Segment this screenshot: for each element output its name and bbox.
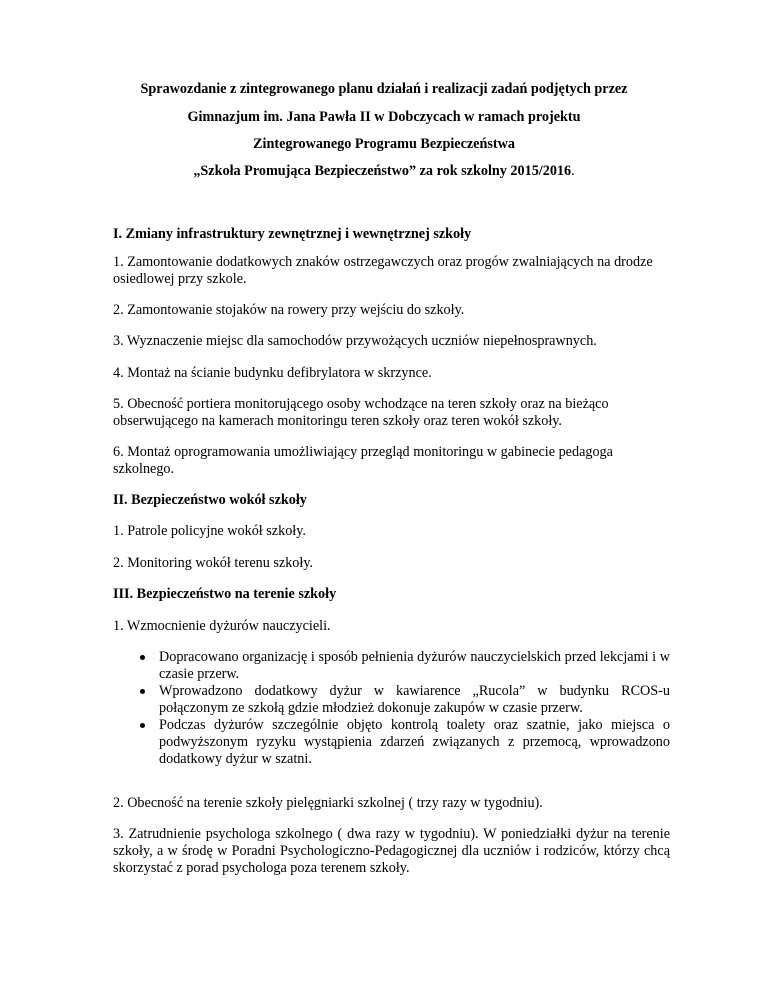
section-2-heading: II. Bezpieczeństwo wokół szkoły — [113, 492, 307, 508]
section-3-heading: III. Bezpieczeństwo na terenie szkoły — [113, 586, 337, 602]
title-line-4-text: „Szkoła Promująca Bezpieczeństwo” za rok szkolny 2015/2016 — [193, 163, 572, 179]
bullet-text: Wprowadzono dodatkowy dyżur w kawiarence „Rucola” w budynku RCOS-u połączonym ze szkołą gdzie młodzież dokonuje zakupów w czasie przerw. — [159, 683, 670, 716]
section-3-item-3: 3. Zatrudnienie psychologa szkolnego ( dwa razy w tygodniu). W poniedziałki dyżur na terenie szkoły, a w środę w Poradni Psychologiczno-Pedagogicznej dla uczniów i rodziców, którzy chcą skorzystać z porad psychologa poza terenem szkoły. — [113, 826, 670, 876]
bullet-item — [140, 717, 670, 768]
title-line-4-period: . — [571, 163, 575, 179]
bullet-text: Dopracowano organizację i sposób pełnienia dyżurów nauczycielskich przed lekcjami i w czasie przerw. — [159, 649, 670, 682]
section-3-item-2: 2. Obecność na terenie szkoły pielęgniarki szkolnej ( trzy razy w tygodniu). — [113, 795, 543, 811]
section-1-item-5: 5. Obecność portiera monitorującego osoby wchodzące na teren szkoły oraz na bieżąco obserwującego na kamerach monitoringu teren szkoły oraz teren wokół szkoły. — [113, 396, 609, 429]
section-2-item-2: 2. Monitoring wokół terenu szkoły. — [113, 555, 314, 571]
section-1-item-6: 6. Montaż oprogramowania umożliwiający przegląd monitoringu w gabinecie pedagoga szkolnego. — [113, 444, 613, 477]
title-line-2: Gimnazjum im. Jana Pawła II w Dobczycach w ramach projektu — [187, 109, 581, 125]
section-1-item-2: 2. Zamontowanie stojaków na rowery przy wejściu do szkoły. — [113, 302, 465, 318]
bullet-item — [140, 683, 670, 717]
section-1-item-1: 1. Zamontowanie dodatkowych znaków ostrzegawczych oraz progów zwalniających na drodze osiedlowej przy szkole. — [113, 254, 653, 287]
section-1-item-3: 3. Wyznaczenie miejsc dla samochodów przywożących uczniów niepełnosprawnych. — [113, 333, 597, 349]
title-line-3: Zintegrowanego Programu Bezpieczeństwa — [253, 136, 515, 152]
title-line-1: Sprawozdanie z zintegrowanego planu działań i realizacji zadań podjętych przez — [140, 81, 628, 97]
section-3-item-1: 1. Wzmocnienie dyżurów nauczycieli. — [113, 618, 331, 634]
section-1-item-4: 4. Montaż na ścianie budynku defibrylatora w skrzynce. — [113, 365, 432, 381]
section-1-heading: I. Zmiany infrastruktury zewnętrznej i wewnętrznej szkoły — [113, 226, 472, 242]
bullet-icon — [140, 655, 145, 660]
duty-bullet-list — [140, 649, 670, 768]
title-line-4 — [0, 163, 768, 180]
bullet-text: Podczas dyżurów szczególnie objęto kontrolą toalety oraz szatnie, jako miejsca o podwyższonym ryzyku wystąpienia zdarzeń związanych z przemocą, wprowadzono dodatkowy dyżur w szatni. — [159, 717, 670, 767]
section-2-item-1: 1. Patrole policyjne wokół szkoły. — [113, 523, 306, 539]
bullet-icon — [140, 723, 145, 728]
bullet-icon — [140, 689, 145, 694]
bullet-item — [140, 649, 670, 683]
